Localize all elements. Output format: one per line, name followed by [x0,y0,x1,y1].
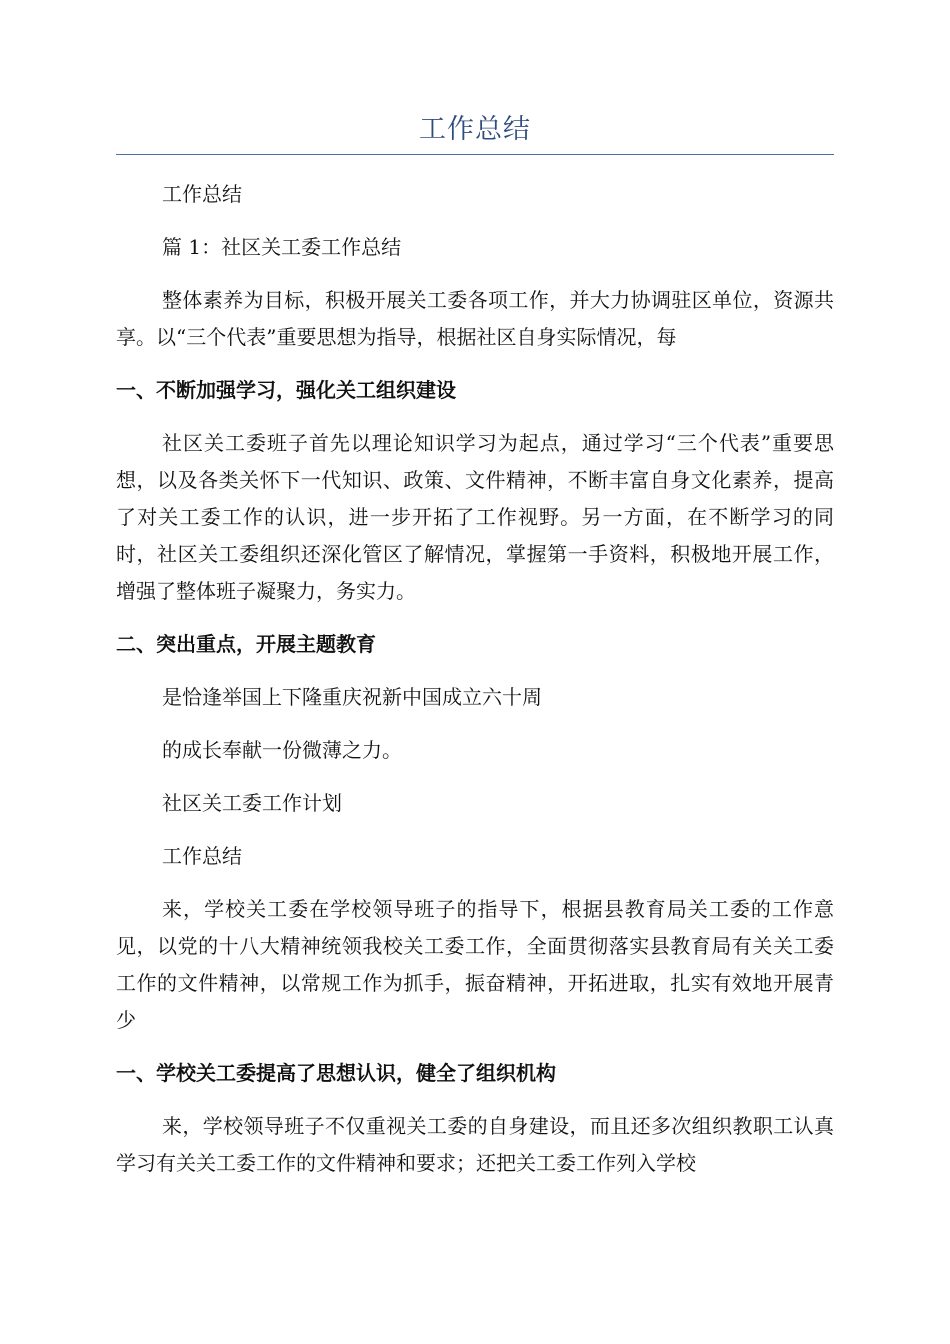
section-heading: 一、不断加强学习，强化关工组织建设 [116,378,456,402]
paragraph: 来，学校关工委在学校领导班子的指导下，根据县教育局关工委的工作意见，以党的十八大精神统领我校关工委工作，全面贯彻落实县教育局有关关工委工作的文件精神，以常规工作为抓手，振奋精神，开拓进取，扎实有效地开展青少 [116,897,834,1032]
document-title: 工作总结 [419,114,531,145]
paragraph: 的成长奉献一份微薄之力。 [162,738,402,762]
section-heading: 二、突出重点，开展主题教育 [116,632,376,656]
paragraph: 社区关工委班子首先以理论知识学习为起点，通过学习“三个代表”重要思想，以及各类关怀下一代知识、政策、文件精神，不断丰富自身文化素养，提高了对关工委工作的认识，进一步开拓了工作视野。另一方面，在不断学习的同时，社区关工委组织还深化管区了解情况，掌握第一手资料，积极地开展工作，增强了整体班子凝聚力，务实力。 [116,431,834,603]
title-underline [116,154,834,155]
paragraph: 工作总结 [162,844,242,868]
paragraph: 工作总结 [162,182,242,206]
paragraph: 是恰逢举国上下隆重庆祝新中国成立六十周 [162,685,542,709]
document-body [116,176,834,1198]
paragraph: 社区关工委工作计划 [162,791,342,815]
paragraph: 来，学校领导班子不仅重视关工委的自身建设，而且还多次组织教职工认真学习有关关工委工作的文件精神和要求；还把关工委工作列入学校 [116,1114,834,1175]
paragraph: 整体素养为目标，积极开展关工委各项工作，并大力协调驻区单位，资源共享。以“三个代表”重要思想为指导，根据社区自身实际情况，每 [116,288,834,349]
paragraph: 篇 1：社区关工委工作总结 [162,235,402,259]
section-heading: 一、学校关工委提高了思想认识，健全了组织机构 [116,1061,556,1085]
